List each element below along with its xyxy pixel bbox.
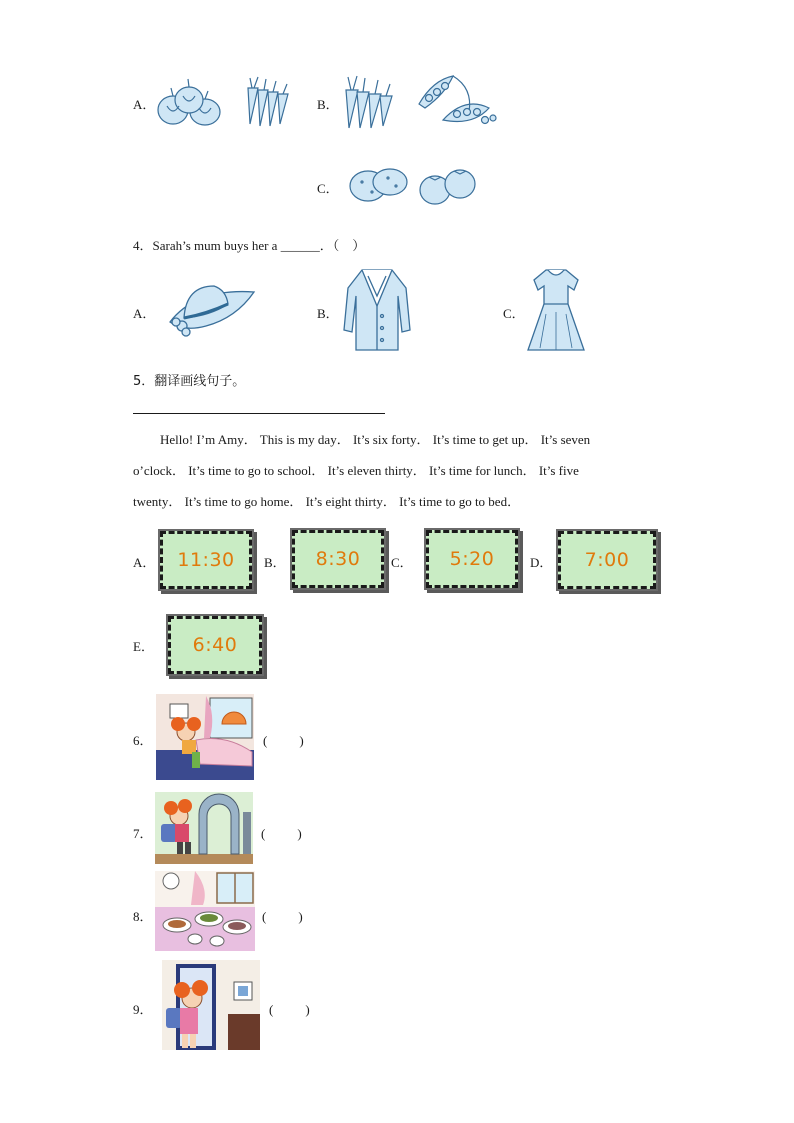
- clock-d-letter: D．: [530, 555, 553, 570]
- q6-number: 6．: [133, 733, 153, 748]
- q3-option-c-letter: C．: [317, 181, 339, 196]
- carrots-picture: [240, 74, 292, 128]
- hat-picture: [166, 278, 256, 342]
- clock-c-time: 5:20: [449, 548, 495, 570]
- q9-number: 9．: [133, 1002, 153, 1017]
- clock-e-time: 6:40: [192, 634, 238, 656]
- carrots-picture: [340, 72, 396, 130]
- q4-text: Sarah’s mum buys her a ______．（ ）: [152, 238, 366, 253]
- coat-picture: [340, 266, 414, 354]
- going-to-school-scene: [155, 792, 253, 864]
- q6-answer-blank[interactable]: ( ): [263, 733, 306, 748]
- clock-d-time: 7:00: [584, 549, 630, 571]
- tomatoes-picture: [418, 164, 478, 206]
- clock-c: [426, 530, 518, 588]
- q4-option-a-letter: A．: [133, 306, 156, 321]
- q4-option-b-letter: B．: [317, 306, 339, 321]
- getting-up-scene: [156, 694, 254, 780]
- q4-number: 4．: [133, 238, 153, 253]
- lunch-scene: [155, 871, 255, 951]
- potatoes-picture: [348, 162, 410, 204]
- clock-c-letter: C．: [391, 555, 413, 570]
- clock-a: [160, 531, 252, 589]
- clock-b-time: 8:30: [315, 548, 361, 570]
- clock-e: [168, 616, 262, 674]
- clock-d: [558, 531, 656, 589]
- answer-line: [133, 413, 385, 414]
- q5-paragraph-line-3: twenty． It’s time to go home． It’s eight thirty． It’s time to go to bed．: [133, 494, 521, 509]
- dress-picture: [526, 264, 586, 354]
- clock-b: [292, 530, 384, 588]
- q5-paragraph-line-1: Hello! I’m Amy． This is my day． It’s six forty． It’s time to get up． It’s seven: [160, 432, 591, 447]
- going-home-scene: [162, 960, 260, 1050]
- clock-a-time: 11:30: [177, 549, 235, 571]
- q7-answer-blank[interactable]: ( ): [261, 826, 304, 841]
- q5-title: 5．翻译画线句子。: [133, 374, 246, 389]
- q9-answer-blank[interactable]: ( ): [269, 1002, 312, 1017]
- garlic-picture: [155, 76, 223, 128]
- clock-b-letter: B．: [264, 555, 286, 570]
- clock-a-letter: A．: [133, 555, 156, 570]
- q3-option-b-letter: B．: [317, 97, 339, 112]
- q4-option-c-letter: C．: [503, 306, 525, 321]
- q8-answer-blank[interactable]: ( ): [262, 909, 305, 924]
- q8-number: 8．: [133, 909, 153, 924]
- clock-e-letter: E．: [133, 639, 154, 654]
- q5-paragraph-line-2: o’clock． It’s time to go to school． It’s eleven thirty． It’s time for lunch． It’s five: [133, 463, 579, 478]
- q7-number: 7．: [133, 826, 153, 841]
- peas-picture: [413, 72, 497, 128]
- q4-question: [133, 235, 365, 254]
- q3-option-a-letter: A．: [133, 97, 156, 112]
